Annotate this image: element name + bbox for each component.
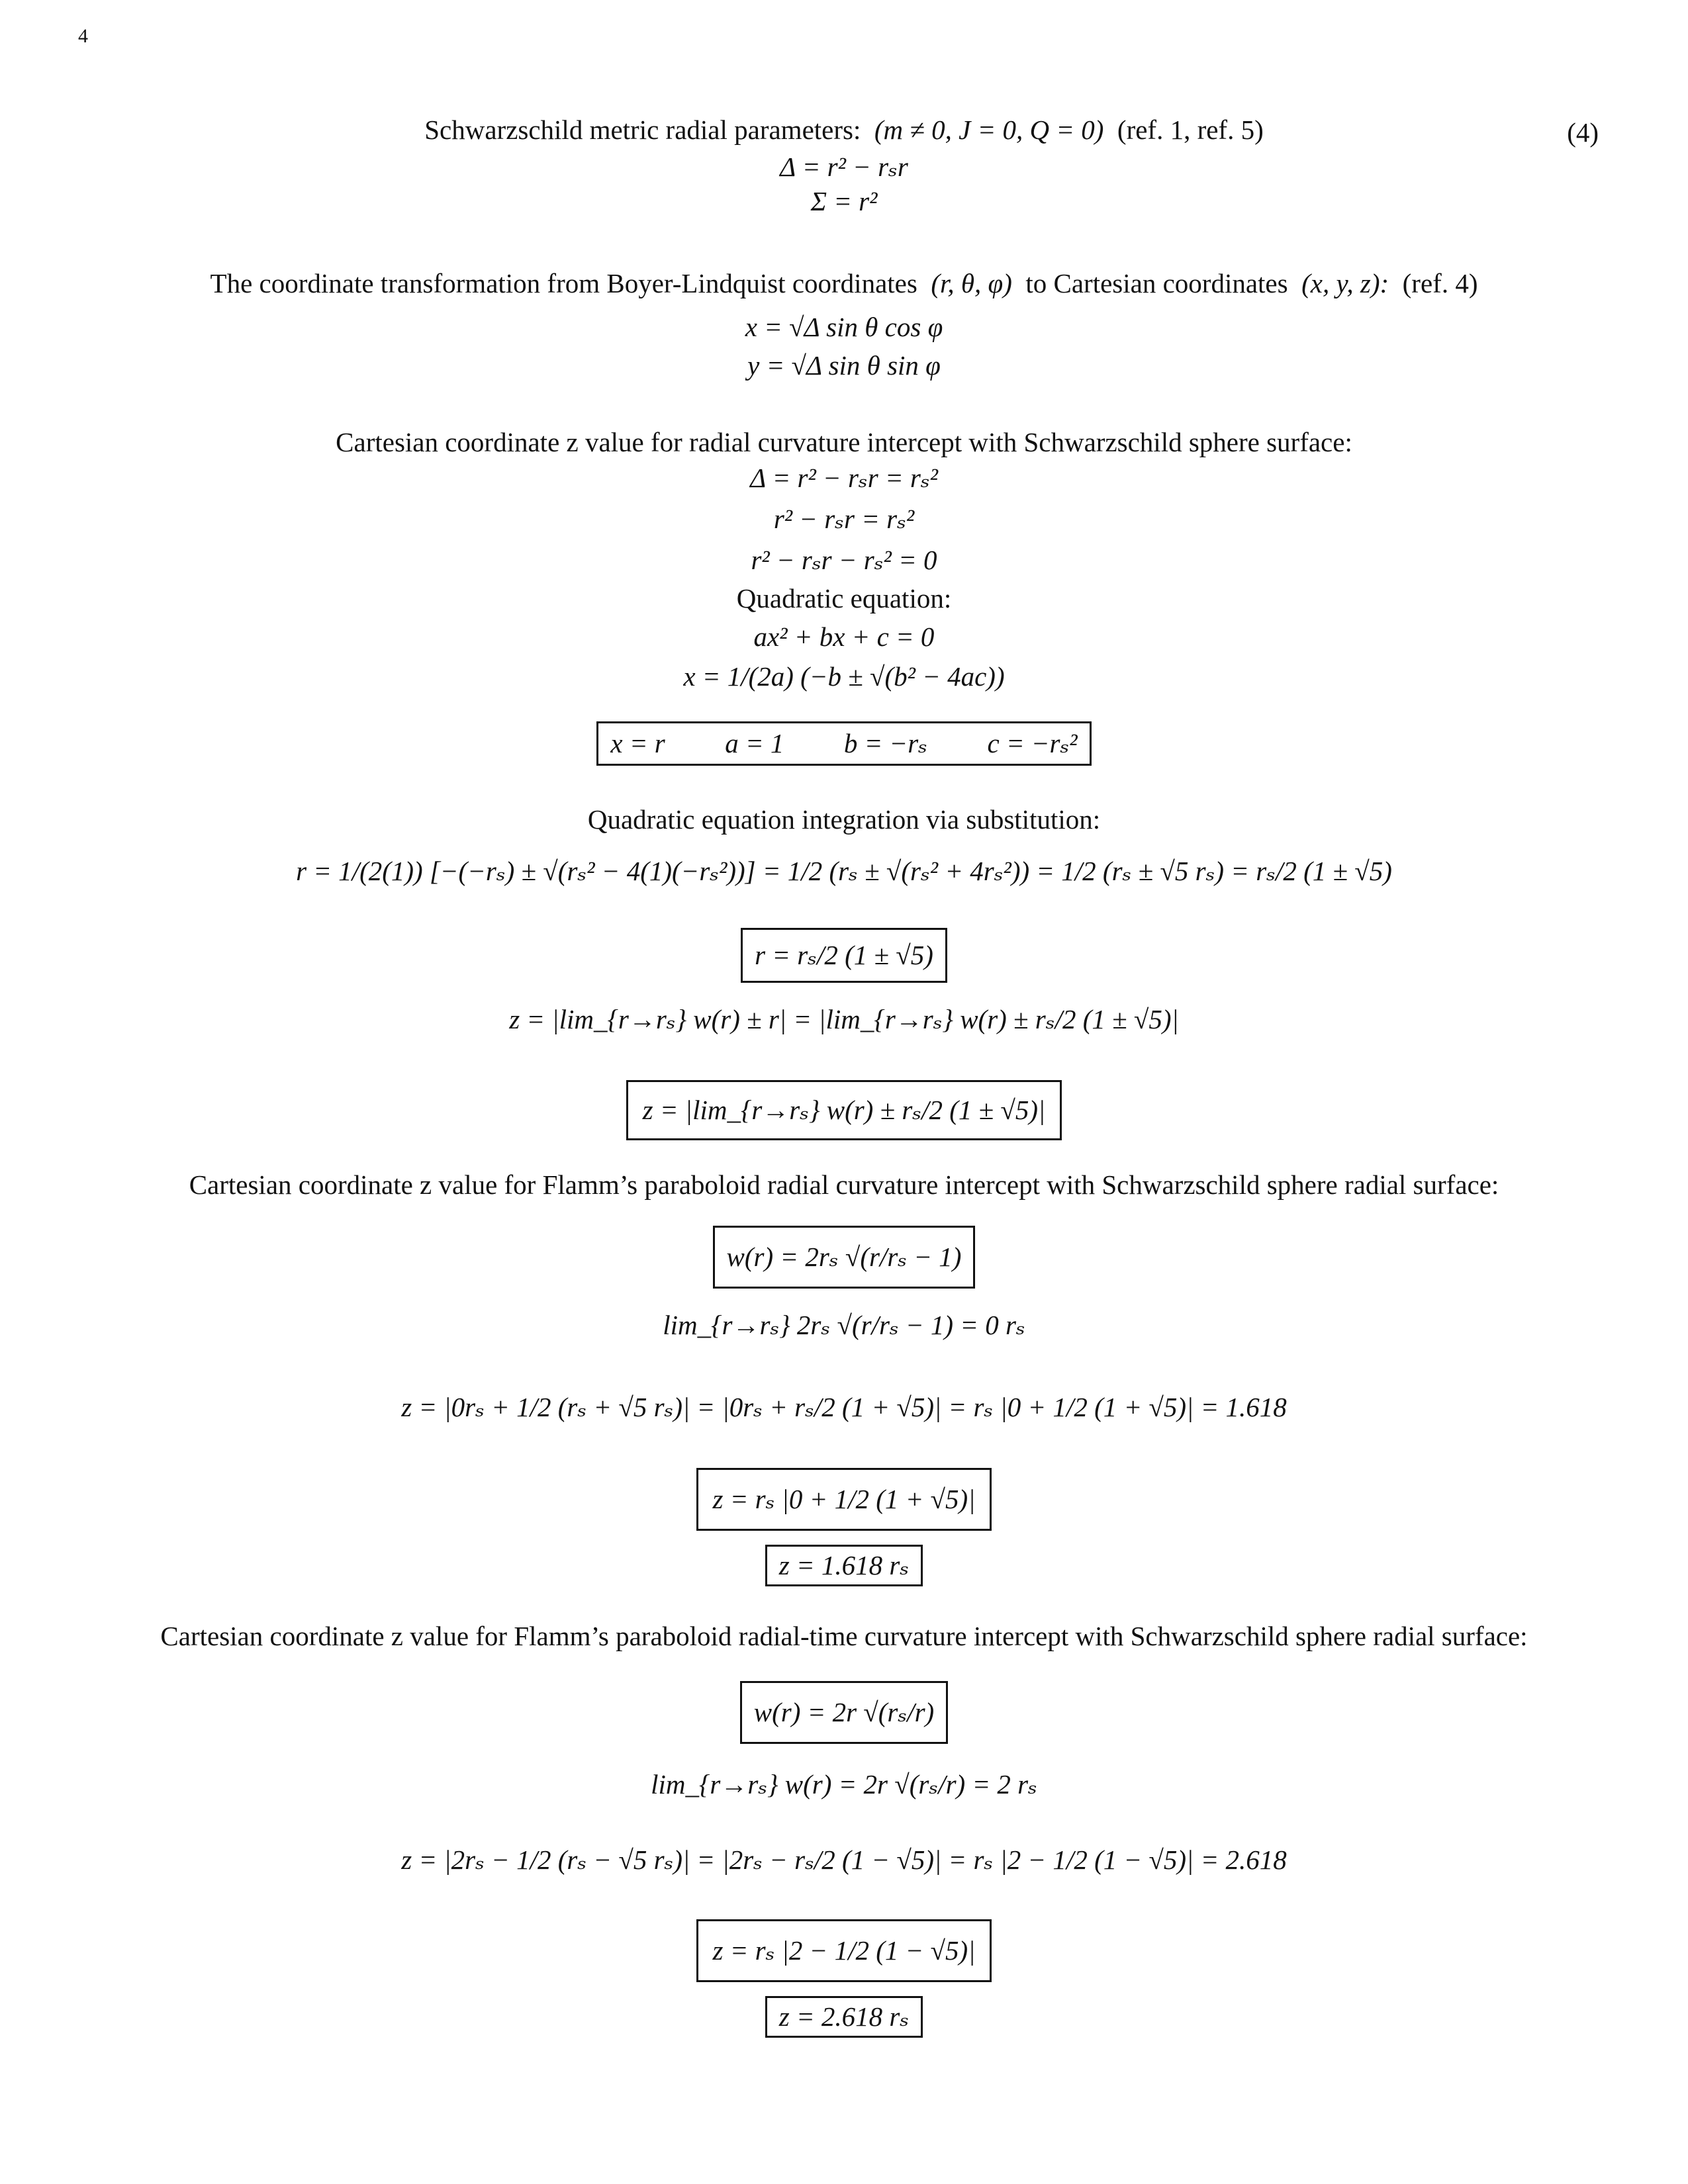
heading-refs: (ref. 1, ref. 5) xyxy=(1117,114,1264,145)
flamm-radial-time-limit xyxy=(0,1771,1688,1798)
eq-text: lim_{r→rₛ} w(r) = 2r √(rₛ/r) = 2 rₛ xyxy=(651,1769,1037,1799)
eq-text: x = 1/(2a) (−b ± √(b² − 4ac)) xyxy=(683,661,1005,692)
boxed-w-text: w(r) = 2r √(rₛ/r) xyxy=(740,1681,948,1744)
boxed-z-text: z = rₛ |0 + 1/2 (1 + √5)| xyxy=(696,1468,992,1531)
eq-delta xyxy=(0,154,1688,181)
eq-sigma xyxy=(0,188,1688,215)
params-box xyxy=(596,721,1091,766)
heading-math-2: (x, y, z): xyxy=(1301,268,1389,298)
eq-text: r² − rₛr − rₛ² = 0 xyxy=(751,545,937,575)
substitution-heading xyxy=(0,806,1688,833)
boxed-z-radial xyxy=(0,1468,1688,1531)
eq-text: r² − rₛr = rₛ² xyxy=(773,504,915,534)
boxed-w-text: w(r) = 2rₛ √(r/rₛ − 1) xyxy=(713,1226,976,1289)
eq-y xyxy=(0,352,1688,379)
quadratic-formula xyxy=(0,663,1688,690)
heading-refs: (ref. 4) xyxy=(1402,268,1478,298)
heading-text: Schwarzschild metric radial parameters: xyxy=(424,114,861,145)
boxed-r-text: r = rₛ/2 (1 ± √5) xyxy=(741,928,947,983)
boxed-z-text: z = rₛ |2 − 1/2 (1 − √5)| xyxy=(696,1919,992,1982)
heading-text: Cartesian coordinate z value for radial curvature intercept with Schwarzschild sphere surface: xyxy=(336,427,1352,457)
heading-text: Quadratic equation integration via substitution: xyxy=(587,804,1101,835)
eq-text: lim_{r→rₛ} 2rₛ √(r/rₛ − 1) = 0 rₛ xyxy=(663,1310,1025,1340)
boxed-result-text: z = 2.618 rₛ xyxy=(765,1996,923,2038)
param-a: a = 1 xyxy=(725,728,784,758)
radial-eq3 xyxy=(0,547,1688,574)
eq-text: z = |2rₛ − 1/2 (rₛ − √5 rₛ)| = |2rₛ − rₛ/2 (1 − √5)| = rₛ |2 − 1/2 (1 − √5)| = 2.618 xyxy=(401,1844,1287,1875)
eq-text: z = |0rₛ + 1/2 (rₛ + √5 rₛ)| = |0rₛ + rₛ/2 (1 + √5)| = rₛ |0 + 1/2 (1 + √5)| = 1.618 xyxy=(401,1392,1287,1422)
page-number: 4 xyxy=(78,25,88,47)
boxed-w-radial xyxy=(0,1226,1688,1289)
quadratic-label xyxy=(0,585,1688,612)
radial-eq2 xyxy=(0,506,1688,533)
flamm-radial-time-heading xyxy=(0,1623,1688,1650)
eq-text: ax² + bx + c = 0 xyxy=(753,621,935,652)
boxed-r xyxy=(0,928,1688,983)
heading-text: Cartesian coordinate z value for Flamm’s paraboloid radial curvature intercept with Schwarzschild sphere radial surface: xyxy=(189,1169,1499,1200)
schwarzschild-heading xyxy=(0,116,1688,144)
quadratic-form xyxy=(0,623,1688,651)
heading-text-2: to Cartesian coordinates xyxy=(1025,268,1288,298)
boxed-params xyxy=(0,721,1688,766)
radial-eq1 xyxy=(0,465,1688,492)
boxed-z-radial-time xyxy=(0,1919,1688,1982)
equation-number: (4) xyxy=(1567,117,1599,148)
flamm-radial-limit xyxy=(0,1312,1688,1339)
boxed-z-limit xyxy=(0,1080,1688,1140)
boxed-z-text: z = |lim_{r→rₛ} w(r) ± rₛ/2 (1 ± √5)| xyxy=(626,1080,1062,1140)
label-text: Quadratic equation: xyxy=(736,583,952,614)
eq-x-text: x = √Δ sin θ cos φ xyxy=(745,312,943,342)
flamm-radial-z-chain xyxy=(0,1394,1688,1421)
transformation-heading xyxy=(0,270,1688,297)
eq-text: Δ = r² − rₛr = rₛ² xyxy=(750,463,938,493)
eq-text: z = |lim_{r→rₛ} w(r) ± r| = |lim_{r→rₛ} w(r) ± rₛ/2 (1 ± √5)| xyxy=(509,1004,1179,1034)
boxed-result-text: z = 1.618 rₛ xyxy=(765,1545,923,1586)
eq-delta-text: Δ = r² − rₛr xyxy=(780,152,908,182)
param-x: x = r xyxy=(610,728,665,758)
flamm-radial-time-z-chain xyxy=(0,1846,1688,1874)
eq-sigma-text: Σ = r² xyxy=(810,186,878,216)
eq-y-text: y = √Δ sin θ sin φ xyxy=(747,350,941,381)
radial-intercept-heading xyxy=(0,429,1688,456)
boxed-result-radial-time xyxy=(0,1996,1688,2038)
boxed-w-radial-time xyxy=(0,1681,1688,1744)
heading-text: Cartesian coordinate z value for Flamm’s paraboloid radial-time curvature intercept with Schwarzschild sphere radial surface: xyxy=(160,1621,1528,1651)
heading-math-1: (r, θ, φ) xyxy=(931,268,1012,298)
flamm-radial-heading xyxy=(0,1171,1688,1199)
z-limit-chain xyxy=(0,1006,1688,1033)
heading-text-1: The coordinate transformation from Boyer-Lindquist coordinates xyxy=(210,268,917,298)
param-c: c = −rₛ² xyxy=(987,728,1078,758)
param-b: b = −rₛ xyxy=(843,728,927,758)
substitution-chain xyxy=(0,858,1688,885)
boxed-result-radial xyxy=(0,1545,1688,1586)
eq-text: r = 1/(2(1)) [−(−rₛ) ± √(rₛ² − 4(1)(−rₛ²))] = 1/2 (rₛ ± √(rₛ² + 4rₛ²)) = 1/2 (rₛ ± √5 rₛ) = rₛ/2 (1 ± √5) xyxy=(296,856,1392,886)
heading-math: (m ≠ 0, J = 0, Q = 0) xyxy=(874,114,1104,145)
eq-x xyxy=(0,314,1688,341)
